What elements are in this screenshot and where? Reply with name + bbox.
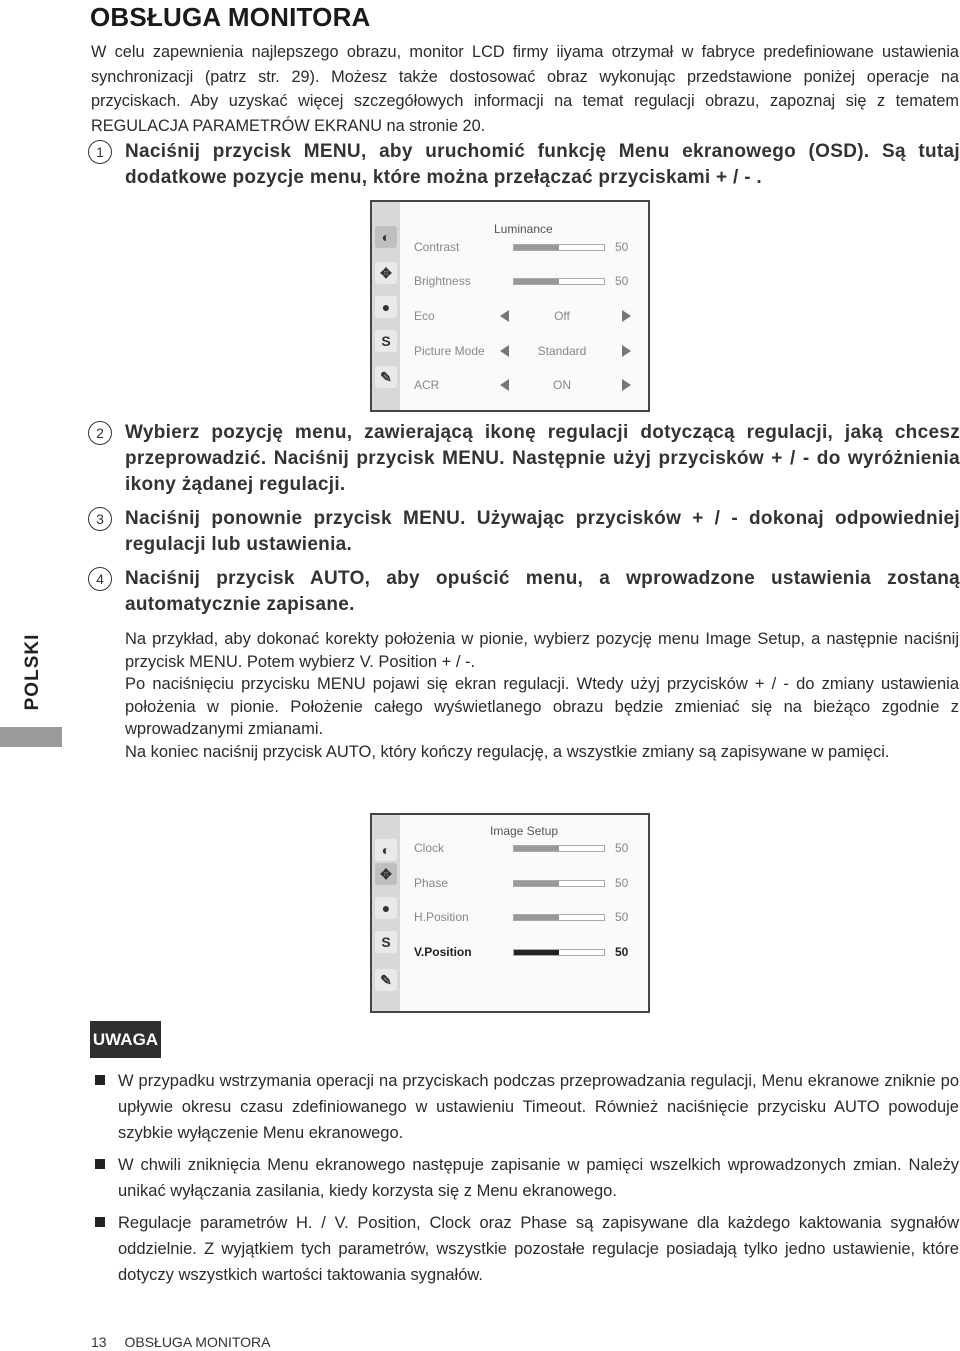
osd-row-brightness — [400, 272, 648, 292]
step-1 — [88, 139, 960, 191]
level-bar — [513, 278, 605, 285]
contrast-icon: ◐ — [375, 226, 397, 248]
osd-icon: S — [375, 931, 397, 953]
row-value: 50 — [615, 274, 629, 288]
note-item — [95, 1210, 959, 1288]
level-bar — [513, 845, 605, 852]
row-value: Standard — [537, 344, 587, 358]
row-label: Phase — [414, 876, 449, 890]
bullet-square-icon — [95, 1159, 105, 1169]
note-item — [95, 1068, 959, 1146]
osd-title: Luminance — [494, 222, 553, 236]
step-2 — [88, 420, 960, 498]
example-paragraph: Na przykład, aby dokonać korekty położenia w pionie, wybierz pozycję menu Image Setup, a następnie naciśnij przycisk MENU. Potem wybierz V. Position + / -. — [125, 630, 959, 671]
osd-image-setup-screenshot — [370, 813, 650, 1013]
footer-section: OBSŁUGA MONITORA — [124, 1334, 271, 1350]
osd-icon: S — [375, 330, 397, 352]
arrow-left-icon — [500, 379, 509, 391]
intro-paragraph: W celu zapewnienia najlepszego obrazu, monitor LCD firmy iiyama otrzymał w fabryce predefiniowane ustawienia synchronizacji (patrz str. 29). Możesz także dostosować obraz wykonując przedstawione poniżej operacje na przyciskach. Aby uzyskać więcej szczegółowych informacji na temat regulacji obrazu, zapoznaj się z tematem REGULACJA PARAMETRÓW EKRANU na stronie 20. — [91, 43, 959, 135]
move-icon: ✥ — [375, 863, 397, 885]
note-text: Regulacje parametrów H. / V. Position, Clock oraz Phase są zapisywane dla każdego kaktowania sygnałów oddzielnie. Z wyjątkiem tych parametrów, wszystkie pozostałe regulacje posiadają tylko jedno ustawienie, które dotyczy wszystkich wartości taktowania sygnałów. — [118, 1214, 959, 1284]
color-icon: ● — [375, 296, 397, 318]
osd-icon-column — [372, 815, 401, 1011]
note-item — [95, 1152, 959, 1204]
level-fill — [514, 881, 559, 886]
page-footer — [91, 1334, 284, 1350]
note-heading-badge: UWAGA — [90, 1021, 161, 1058]
row-label: V.Position — [414, 945, 472, 959]
level-fill — [514, 950, 559, 955]
osd-title: Image Setup — [490, 824, 559, 838]
row-value: 50 — [615, 910, 629, 924]
tools-icon: ✎ — [375, 969, 397, 991]
note-text: W przypadku wstrzymania operacji na przyciskach podczas przeprowadzania regulacji, Menu ekranowe zniknie po upływie okresu czasu zdefiniowanego w ustawieniu Timeout. Również naciśnięcie przycisku AUTO powoduje szybkie wyłączenie Menu ekranowego. — [118, 1072, 959, 1142]
tools-icon: ✎ — [375, 366, 397, 388]
row-value: Off — [554, 309, 570, 323]
arrow-right-icon — [622, 310, 631, 322]
row-value: 50 — [615, 841, 629, 855]
row-label: ACR — [414, 378, 440, 392]
row-label: Eco — [414, 309, 435, 323]
page-title: OBSŁUGA MONITORA — [90, 2, 371, 32]
note-text: W chwili zniknięcia Menu ekranowego następuje zapisanie w pamięci wszelkich wprowadzonych zmian. Należy unikać wyłączania zasilania, kiedy korzysta się z Menu ekranowego. — [118, 1156, 959, 1200]
move-icon: ✥ — [375, 262, 397, 284]
level-bar — [513, 880, 605, 887]
example-paragraph: Po naciśnięciu przycisku MENU pojawi się ekran regulacji. Wtedy użyj przycisków + / - do zmiany ustawienia położenia w pionie. Położenie całego wyświetlanego obrazu będzie zmieniać się na bieżąco zgodnie z wprowadzanymi zmianami. — [125, 675, 959, 738]
osd-row-eco — [400, 307, 648, 327]
bullet-square-icon — [95, 1217, 105, 1227]
step-number: 1 — [88, 140, 112, 164]
arrow-right-icon — [622, 345, 631, 357]
osd-luminance-screenshot — [370, 200, 650, 412]
level-bar — [513, 914, 605, 921]
osd-row-picture-mode — [400, 342, 648, 362]
osd-row-acr — [400, 376, 648, 396]
arrow-left-icon — [500, 345, 509, 357]
step-number: 4 — [88, 567, 112, 591]
step-3 — [88, 506, 960, 558]
language-tab-marker — [0, 727, 62, 747]
row-value: 50 — [615, 240, 629, 254]
language-tab-label: POLSKI — [22, 633, 43, 711]
example-paragraph: Na koniec naciśnij przycisk AUTO, który kończy regulację, a wszystkie zmiany są zapisywane w pamięci. — [125, 742, 890, 761]
osd-row-h-position — [400, 908, 648, 928]
row-label: Picture Mode — [414, 344, 485, 358]
osd-row-v-position — [400, 943, 648, 963]
level-fill — [514, 915, 559, 920]
row-value: ON — [553, 378, 571, 392]
page-number: 13 — [91, 1334, 107, 1350]
row-label: H.Position — [414, 910, 469, 924]
contrast-icon: ◐ — [375, 839, 397, 861]
bullet-square-icon — [95, 1075, 105, 1085]
row-value: 50 — [615, 876, 629, 890]
step-number: 3 — [88, 507, 112, 531]
level-bar — [513, 949, 605, 956]
step-text: Naciśnij przycisk MENU, aby uruchomić funkcję Menu ekranowego (OSD). Są tutaj dodatkowe pozycje menu, które można przełączać przyciskami + / - . — [125, 141, 960, 188]
row-label: Clock — [414, 841, 445, 855]
level-bar — [513, 244, 605, 251]
osd-panel — [400, 202, 648, 410]
step-number: 2 — [88, 421, 112, 445]
row-label: Contrast — [414, 240, 460, 254]
osd-row-phase — [400, 874, 648, 894]
arrow-left-icon — [500, 310, 509, 322]
step-text: Wybierz pozycję menu, zawierającą ikonę regulacji dotyczącą regulacji, jaką chcesz przeprowadzić. Naciśnij przycisk MENU. Następnie użyj przycisków + / - do wyróżnienia ikony żądanej regulacji. — [125, 422, 960, 495]
step-4 — [88, 566, 960, 618]
example-text — [125, 628, 959, 763]
step-text: Naciśnij ponownie przycisk MENU. Używając przycisków + / - dokonaj odpowiedniej regulacji lub ustawienia. — [125, 508, 960, 555]
level-fill — [514, 245, 559, 250]
level-fill — [514, 846, 559, 851]
color-icon: ● — [375, 897, 397, 919]
level-fill — [514, 279, 559, 284]
step-text: Naciśnij przycisk AUTO, aby opuścić menu, a wprowadzone ustawienia zostaną automatycznie zapisane. — [125, 568, 960, 615]
arrow-right-icon — [622, 379, 631, 391]
osd-panel — [400, 815, 648, 1011]
row-label: Brightness — [414, 274, 471, 288]
language-tab — [0, 613, 62, 743]
osd-row-clock — [400, 839, 648, 859]
osd-icon-column — [372, 202, 401, 410]
osd-row-contrast — [400, 238, 648, 258]
row-value: 50 — [615, 945, 629, 959]
